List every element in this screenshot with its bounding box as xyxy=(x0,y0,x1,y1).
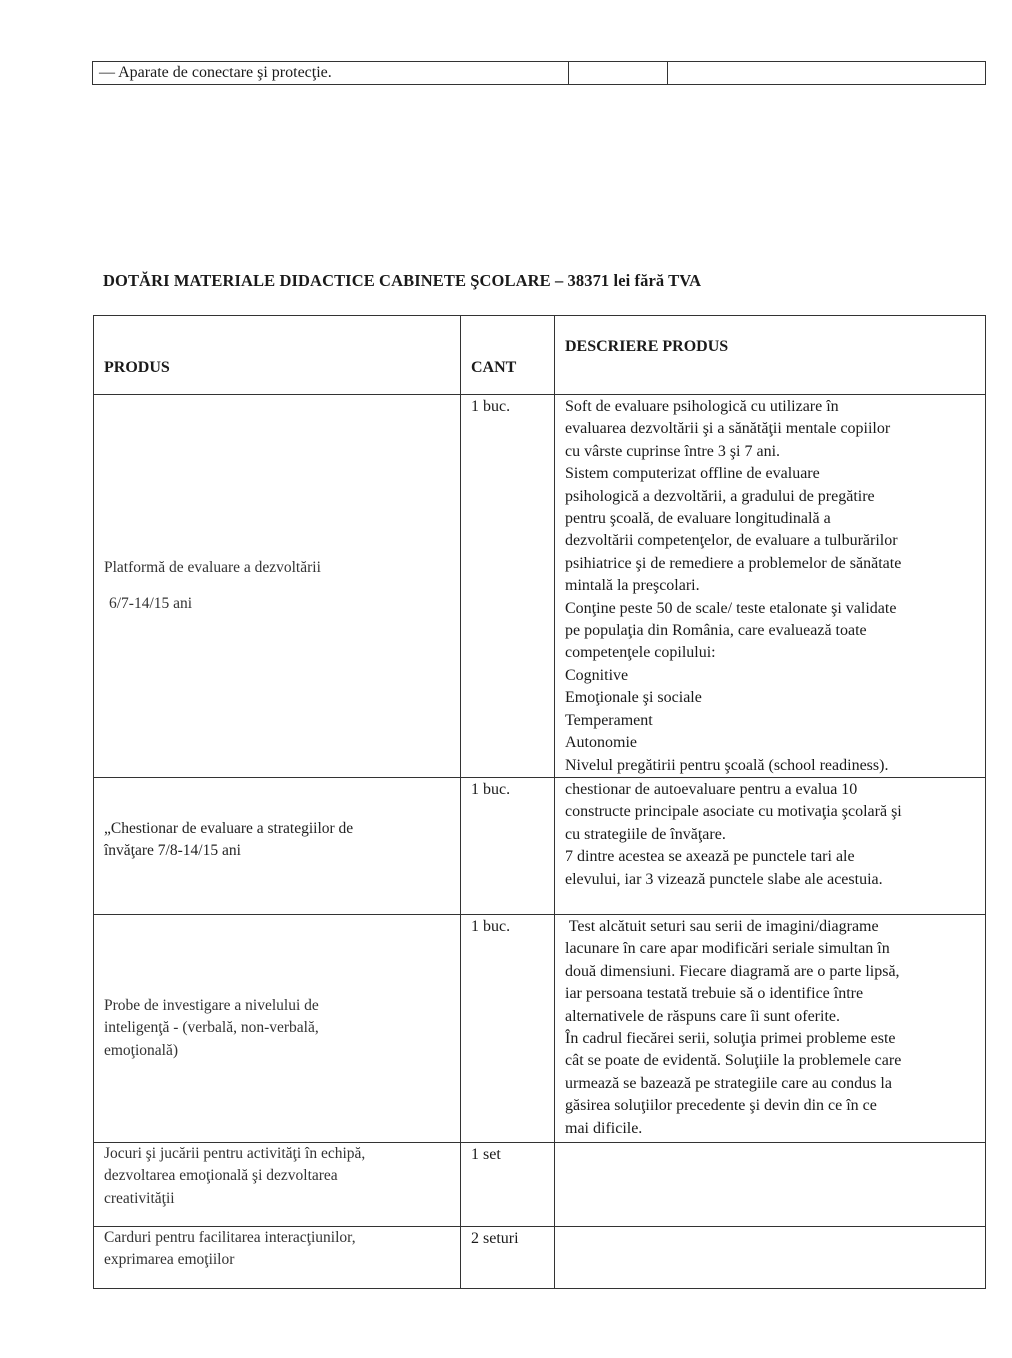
produs-line: Platformă de evaluare a dezvoltării xyxy=(104,558,321,576)
descriere-line: psihologică a dezvoltării, a gradului de pregătire xyxy=(565,487,875,505)
produs-line: inteligenţă - (verbală, non-verbală, xyxy=(104,1019,319,1037)
descriere-line: iar persoana testată trebuie să o identifice între xyxy=(565,985,864,1003)
produs-line: „Chestionar de evaluare a strategiilor de xyxy=(104,819,354,837)
table-row xyxy=(94,395,986,778)
descriere-line: Conţine peste 50 de scale/ teste etalonate şi validate xyxy=(565,599,897,617)
descriere-line: găsirea soluţiilor precedente şi devin din ce în ce xyxy=(565,1097,877,1115)
table-row xyxy=(94,1142,986,1226)
produs-line: 6/7-14/15 ani xyxy=(109,594,193,612)
descriere-line: dezvoltării competenţelor, de evaluare a tulburărilor xyxy=(565,532,898,550)
descriere-line: cu strategiile de învăţare. xyxy=(565,825,726,843)
descriere-line: Test alcătuit seturi sau serii de imagini/diagrame xyxy=(565,917,879,935)
produs-line: Carduri pentru facilitarea interacţiunilor, xyxy=(104,1228,356,1246)
descriere-line: competenţele copilului: xyxy=(565,644,716,662)
descriere-line: Sistem computerizat offline de evaluare xyxy=(565,465,820,483)
cant-cell: 1 buc. xyxy=(461,777,555,914)
header-produs: PRODUS xyxy=(94,316,461,395)
table-row xyxy=(93,62,986,85)
descriere-cell xyxy=(555,914,986,1142)
products-table xyxy=(93,315,986,1289)
header-descriere: DESCRIERE PRODUS xyxy=(555,316,986,395)
table-row xyxy=(94,1226,986,1288)
top-row-label: — Aparate de conectare şi protecţie. xyxy=(93,62,569,85)
cant-cell: 1 set xyxy=(461,1142,555,1226)
descriere-line: Autonomie xyxy=(565,734,637,752)
produs-line: exprimarea emoţiilor xyxy=(104,1251,235,1269)
cant-cell: 1 buc. xyxy=(461,395,555,778)
descriere-line: Nivelul pregătirii pentru şcoală (school readiness). xyxy=(565,756,889,774)
descriere-line: Emoţionale şi sociale xyxy=(565,689,702,707)
descriere-line: cât se poate de evidentă. Soluţiile la problemele care xyxy=(565,1052,902,1070)
descriere-line: chestionar de autoevaluare pentru a evalua 10 xyxy=(565,780,858,798)
descriere-cell xyxy=(555,777,986,914)
descriere-line: În cadrul fiecărei serii, soluţia primei probleme este xyxy=(565,1029,896,1047)
descriere-line: două dimensiuni. Fiecare diagramă are o parte lipsă, xyxy=(565,962,900,980)
header-cant: CANT xyxy=(461,316,555,395)
descriere-line: Temperament xyxy=(565,711,653,729)
table-row xyxy=(94,914,986,1142)
top-table xyxy=(92,61,986,85)
table-header-row xyxy=(94,316,986,395)
produs-cell xyxy=(94,777,461,914)
produs-line: învăţare 7/8-14/15 ani xyxy=(104,842,241,860)
table-row xyxy=(94,777,986,914)
descriere-line: pe populaţia din România, care evaluează toate xyxy=(565,622,867,640)
produs-cell xyxy=(94,1226,461,1288)
produs-line: dezvoltarea emoţională şi dezvoltarea xyxy=(104,1167,338,1185)
produs-line: creativităţii xyxy=(104,1189,175,1207)
descriere-line: lacunare în care apar modificări seriale simultan în xyxy=(565,940,890,958)
produs-cell xyxy=(94,914,461,1142)
top-row-empty-cell xyxy=(569,62,668,85)
descriere-line: 7 dintre acestea se axează pe punctele tari ale xyxy=(565,848,855,866)
cant-cell: 2 seturi xyxy=(461,1226,555,1288)
cant-cell: 1 buc. xyxy=(461,914,555,1142)
section-heading: DOTĂRI MATERIALE DIDACTICE CABINETE ŞCOLARE – 38371 lei fără TVA xyxy=(103,271,702,290)
produs-cell xyxy=(94,1142,461,1226)
descriere-line: pentru şcoală, de evaluare longitudinală a xyxy=(565,510,831,528)
descriere-cell xyxy=(555,1226,986,1288)
descriere-line: constructe principale asociate cu motivaţia şcolară şi xyxy=(565,803,902,821)
descriere-line: psihiatrice şi de remediere a problemelor de sănătate xyxy=(565,554,902,572)
descriere-line: Cognitive xyxy=(565,666,629,684)
descriere-line: mintală la preşcolari. xyxy=(565,577,700,595)
descriere-line: alternativele de răspuns care îi sunt oferite. xyxy=(565,1007,840,1025)
produs-line: Probe de investigare a nivelului de xyxy=(104,996,319,1014)
descriere-cell xyxy=(555,395,986,778)
descriere-line: evaluarea dezvoltării şi a sănătăţii mentale copiilor xyxy=(565,420,891,438)
produs-line: emoţională) xyxy=(104,1041,179,1059)
descriere-line: mai dificile. xyxy=(565,1119,643,1137)
descriere-line: Soft de evaluare psihologică cu utilizare în xyxy=(565,398,839,415)
descriere-line: elevului, iar 3 vizează punctele slabe ale acestuia. xyxy=(565,870,883,888)
descriere-line: cu vârste cuprinse între 3 şi 7 ani. xyxy=(565,442,781,460)
produs-cell xyxy=(94,395,461,778)
produs-line: Jocuri şi jucării pentru activităţi în echipă, xyxy=(104,1144,366,1162)
descriere-cell xyxy=(555,1142,986,1226)
top-row-empty-cell xyxy=(668,62,986,85)
descriere-line: urmează se bazează pe strategiile care au condus la xyxy=(565,1074,892,1092)
